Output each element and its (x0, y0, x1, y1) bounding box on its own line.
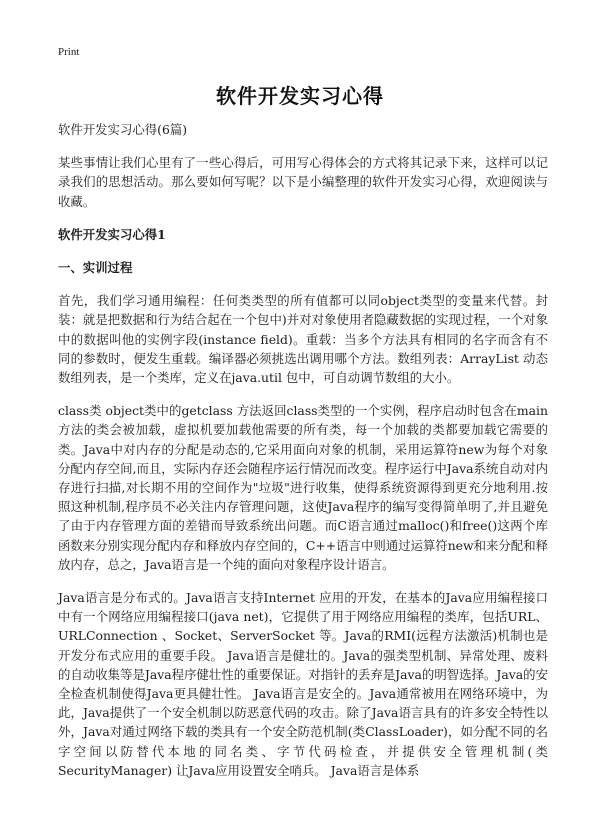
body-paragraph-2: class类 object类中的getclass 方法返回class类型的一个实例，程序启动时包含在main方法的类会被加载，虚拟机要加载他需要的所有类，每一个加载的类都要加载它需要的类。Java中对内存的分配是动态的,它采用面向对象的机制，采用运算符new为每个对象分配内存空间,而且，实际内存还会随程序运行情况而改变。程序运行中Java系统自动对内存进行扫描,对长期不用的空间作为"垃圾"进行收集，使得系统资源得到更充分地利用.按照这种机制,程序员不必关注内存管理问题，这使Java程序的编写变得简单明了,并且避免了由于内存管理方面的差错而导致系统出问题。而C语言通过malloc()和free()这两个库函数来分别实现分配内存和释放内存空间的，C++语言中则通过运算符new和来分配和释放内存，总之，Java语言是一个纯的面向对象程序设计语言。 (58, 403, 548, 572)
intro-paragraph: 某些事情让我们心里有了一些心得后，可用写心得体会的方式将其记录下来，这样可以记录我们的思想活动。那么要如何写呢？以下是小编整理的软件开发实习心得，欢迎阅读与收藏。 (58, 155, 548, 209)
page-title: 软件开发实习心得 (216, 84, 384, 108)
document-body (58, 120, 548, 794)
body-paragraph-1: 首先，我们学习通用编程：任何类类型的所有值都可以同object类型的变量来代替。封装：就是把数据和行为结合起在一个包中)并对对象使用者隐藏数据的实现过程，一个对象中的数据叫他的实例字段(instance field)。重载：当多个方法具有相同的名字而含有不同的参数时，便发生重载。编译器必须挑选出调用哪个方法。数组列表：ArrayList 动态数组列表，是一个类库，定义在java.util 包中，可自动调节数组的大小。 (58, 293, 548, 386)
section-heading: 软件开发实习心得1 (58, 226, 166, 242)
document-subtitle: 软件开发实习心得(6篇) (58, 122, 188, 137)
print-label: Print (58, 46, 80, 58)
body-paragraph-3: Java语言是分布式的。Java语言支持Internet 应用的开发，在基本的Java应用编程接口中有一个网络应用编程接口(java net)，它提供了用于网络应用编程的类库，包括URL、URLConnection 、Socket、ServerSocket 等。Java的RMI(远程方法激活)机制也是开发分布式应用的重要手段。 Java语言是健壮的。Java的强类型机制、异常处理、废料的自动收集等是Java程序健壮性的重要保证。对指针的丢弃是Java的明智选择。Java的安全检查机制使得Java更具健壮性。 Java语言是安全的。Java通常被用在网络环境中，为此，Java提供了一个安全机制以防恶意代码的攻击。除了Java语言具有的许多安全特性以外，Java对通过网络下载的类具有一个安全防范机制(类ClassLoader)，如分配不同的名字空间以防替代本地的同名类、字节代码检查，并提供安全管理机制(类SecurityManager) 让Java应用设置安全哨兵。 Java语言是体系 (58, 590, 548, 778)
sub-heading: 一、实训过程 (58, 260, 133, 276)
